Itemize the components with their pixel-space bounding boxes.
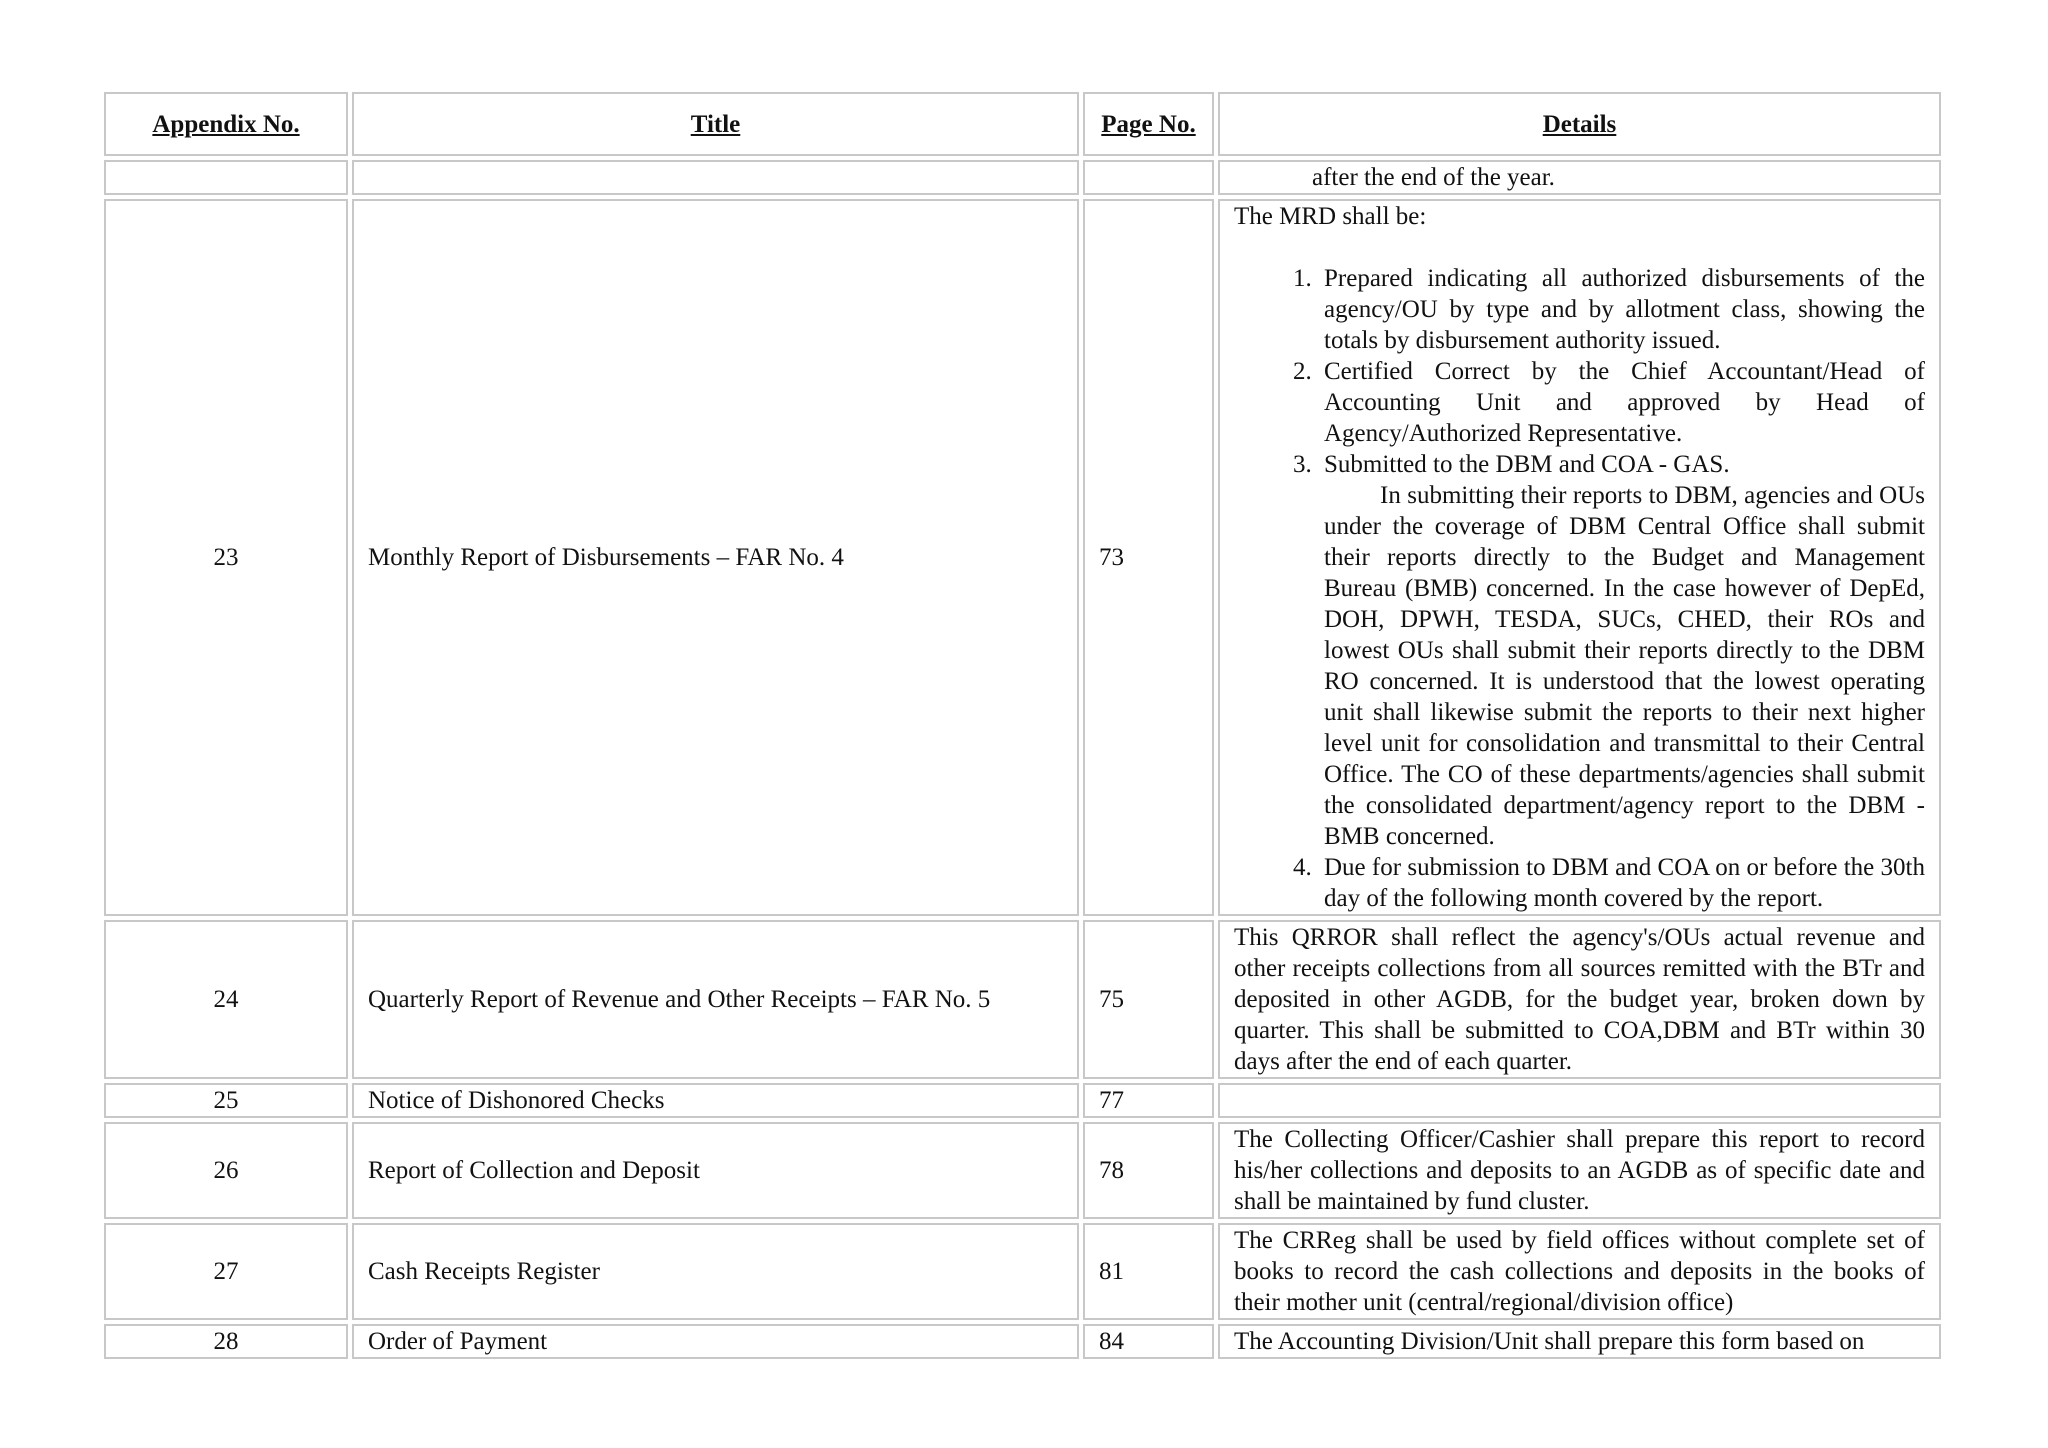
header-details: Details: [1218, 92, 1941, 156]
continuation-text: after the end of the year.: [1312, 164, 1555, 191]
header-page-no: Page No.: [1083, 92, 1214, 156]
cell-page-no: 81: [1083, 1223, 1214, 1320]
cell-appendix-no: 28: [104, 1324, 348, 1359]
details-intro: The MRD shall be:: [1234, 203, 1427, 230]
cell-title: Report of Collection and Deposit: [352, 1122, 1079, 1219]
cell-title: Notice of Dishonored Checks: [352, 1083, 1079, 1118]
list-item: 4. Due for submission to DBM and COA on or before the 30th day of the following month covered by the report.: [1318, 852, 1925, 914]
table-row: [104, 920, 1941, 1079]
table-row-continuation: [104, 160, 1941, 195]
cell-details: [1218, 160, 1941, 195]
cell-details: The CRReg shall be used by field offices without complete set of books to record the cash collections and deposits in the books of their mother unit (central/regional/division office): [1218, 1223, 1941, 1320]
table-row: [104, 199, 1941, 916]
cell-details: This QRROR shall reflect the agency's/OUs actual revenue and other receipts collections from all sources remitted with the BTr and deposited in other AGDB, for the budget year, broken down by quarter. This shall be submitted to COA,DBM and BTr within 30 days after the end of each quarter.: [1218, 920, 1941, 1079]
cell-page-no: 77: [1083, 1083, 1214, 1118]
list-item-text: Submitted to the DBM and COA - GAS.: [1324, 451, 1730, 478]
cell-page-no: 84: [1083, 1324, 1214, 1359]
cell-details: [1218, 199, 1941, 916]
header-title: Title: [352, 92, 1079, 156]
header-row: [104, 92, 1941, 156]
list-item: 1. Prepared indicating all authorized disbursements of the agency/OU by type and by allotment class, showing the totals by disbursement authority issued.: [1318, 263, 1925, 356]
cell-appendix-no: 23: [104, 199, 348, 916]
table-row: [104, 1083, 1941, 1118]
header-appendix-no: Appendix No.: [104, 92, 348, 156]
cell-appendix-no: 27: [104, 1223, 348, 1320]
table-row: [104, 1324, 1941, 1359]
appendix-table: [100, 88, 1945, 1363]
cell-title: Order of Payment: [352, 1324, 1079, 1359]
cell-page-no: 75: [1083, 920, 1214, 1079]
cell-appendix-no: 26: [104, 1122, 348, 1219]
cell-title: Quarterly Report of Revenue and Other Receipts – FAR No. 5: [352, 920, 1079, 1079]
cell-title: [352, 160, 1079, 195]
table-row: [104, 1122, 1941, 1219]
list-item: [1318, 449, 1925, 852]
list-item: 2. Certified Correct by the Chief Accountant/Head of Accounting Unit and approved by Head of Agency/Authorized Representative.: [1318, 356, 1925, 449]
cell-page-no: 78: [1083, 1122, 1214, 1219]
cell-details: [1218, 1083, 1941, 1118]
cell-page-no: [1083, 160, 1214, 195]
cell-appendix-no: [104, 160, 348, 195]
cell-details: The Collecting Officer/Cashier shall prepare this report to record his/her collections and deposits to an AGDB as of specific date and shall be maintained by fund cluster.: [1218, 1122, 1941, 1219]
requirements-list: [1234, 263, 1925, 914]
cell-appendix-no: 25: [104, 1083, 348, 1118]
cell-title: Monthly Report of Disbursements – FAR No. 4: [352, 199, 1079, 916]
list-item-paragraph: In submitting their reports to DBM, agencies and OUs under the coverage of DBM Central Office shall submit their reports directly to the Budget and Management Bureau (BMB) concerned. In the case however of DepEd, DOH, DPWH, TESDA, SUCs, CHED, their ROs and lowest OUs shall submit their reports directly to the DBM RO concerned. It is understood that the lowest operating unit shall likewise submit the reports to their next higher level unit for consolidation and transmittal to their Central Office. The CO of these departments/agencies shall submit the consolidated department/agency report to the DBM - BMB concerned.: [1324, 482, 1925, 850]
cell-appendix-no: 24: [104, 920, 348, 1079]
cell-title: Cash Receipts Register: [352, 1223, 1079, 1320]
cell-page-no: 73: [1083, 199, 1214, 916]
cell-details: The Accounting Division/Unit shall prepare this form based on: [1218, 1324, 1941, 1359]
table-row: [104, 1223, 1941, 1320]
